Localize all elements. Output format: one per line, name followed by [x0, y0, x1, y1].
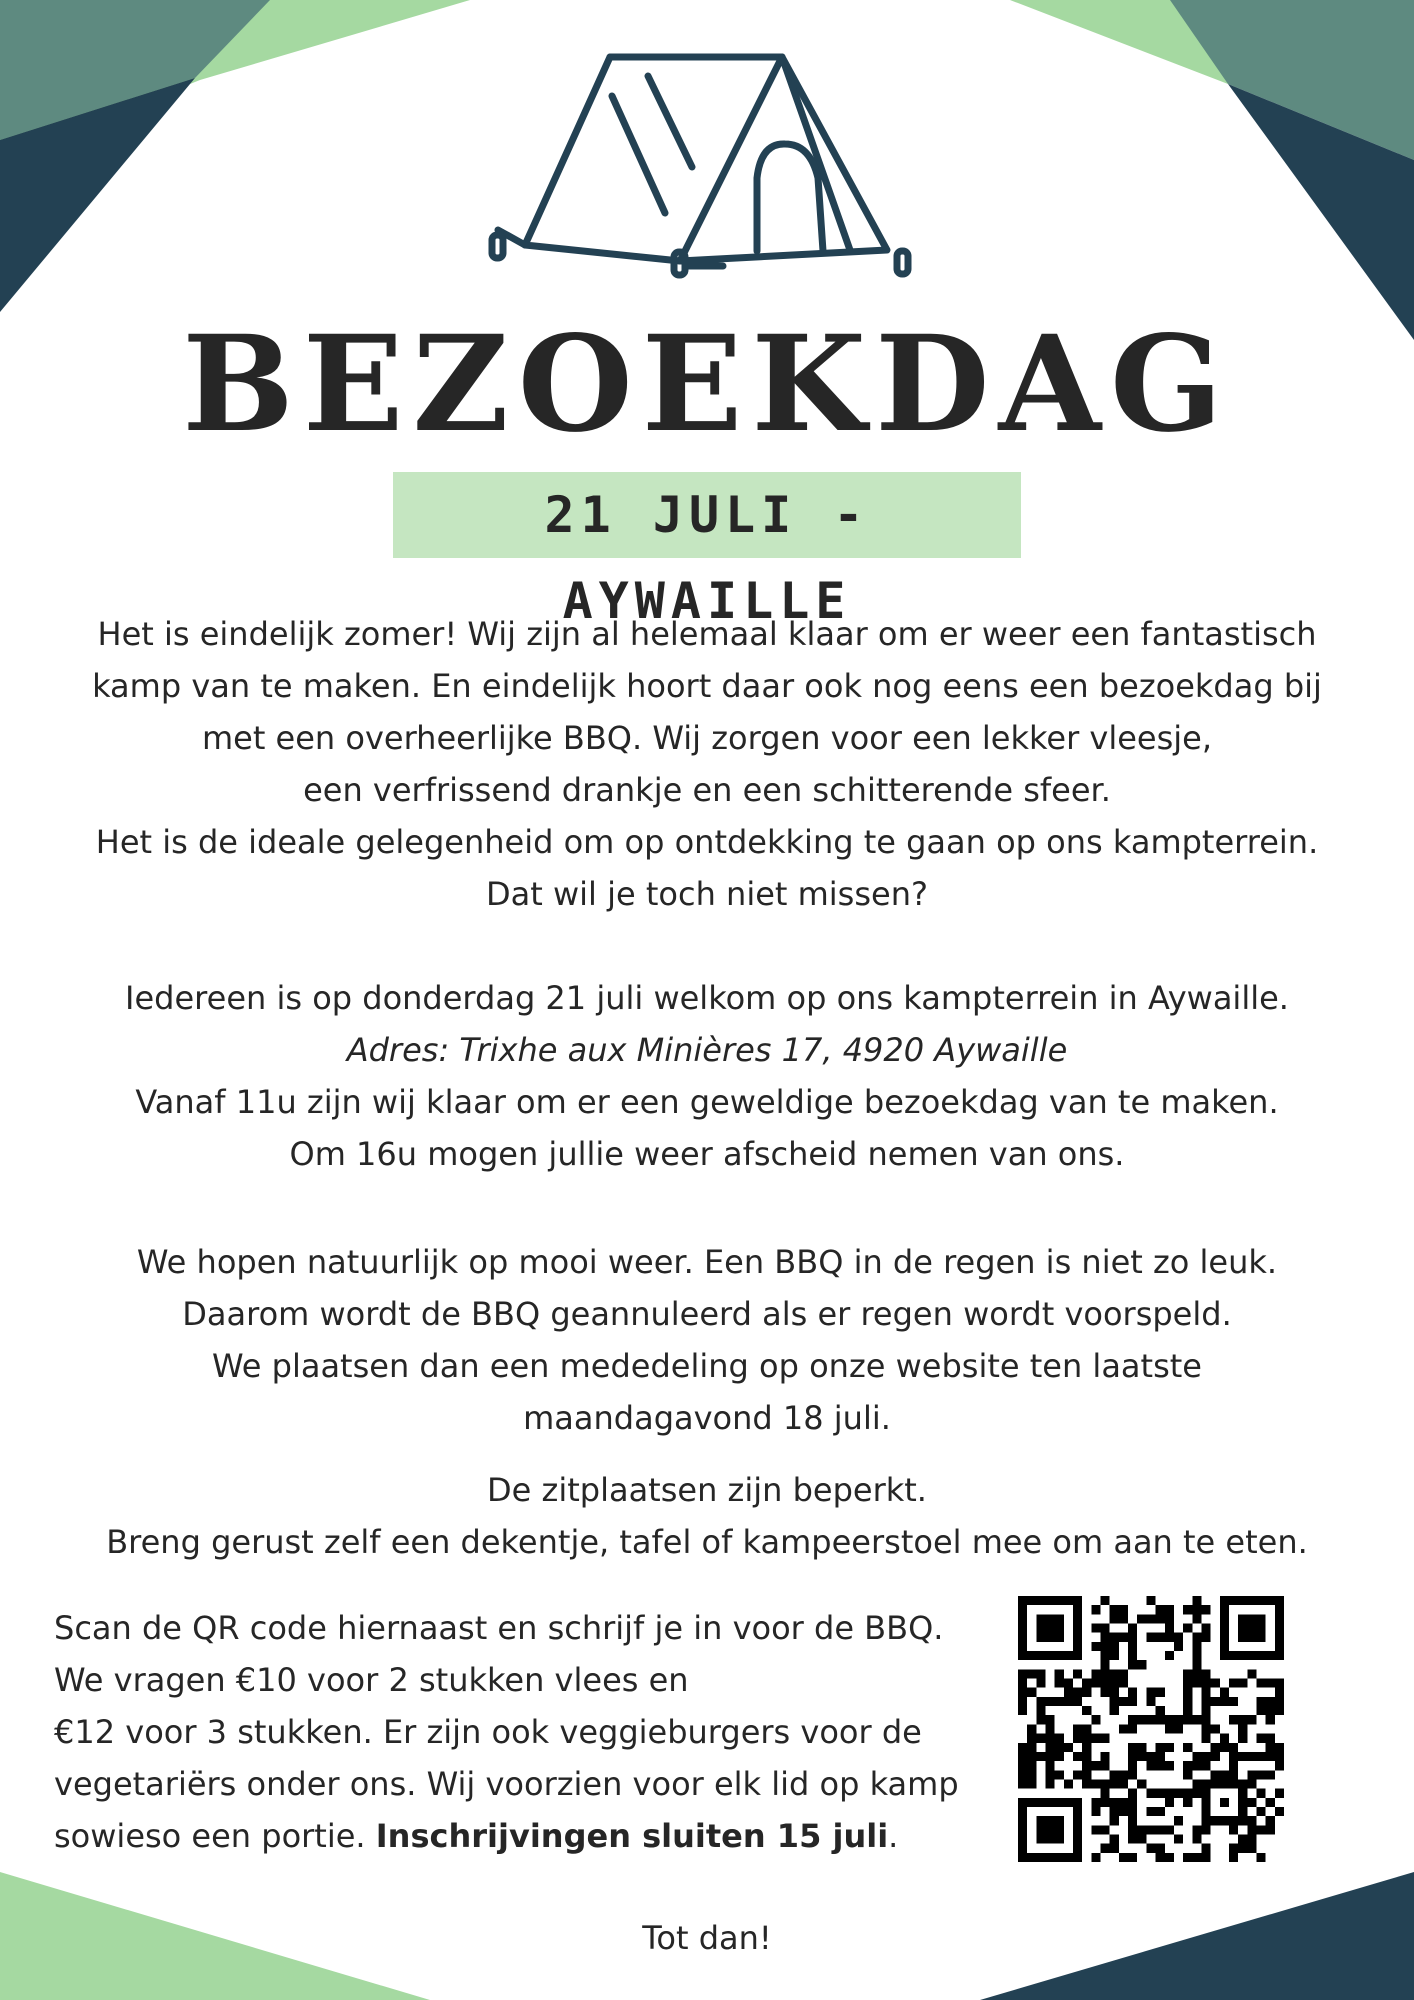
page-title: BEZOEKDAG — [182, 307, 1232, 462]
seats-paragraph — [40, 1464, 1374, 1568]
date-location-subtitle: 21 JULI - AYWAILLE — [544, 486, 870, 630]
weather-line: We hopen natuurlijk op mooi weer. Een BBQ in de regen is niet zo leuk. — [136, 1243, 1278, 1281]
weather-paragraph — [40, 1236, 1374, 1444]
intro-line: kamp van te maken. En eindelijk hoort daar ook nog eens een bezoekdag bij — [92, 667, 1322, 705]
visit-paragraph — [40, 972, 1374, 1180]
signup-deadline: Inschrijvingen sluiten 15 juli — [375, 1817, 889, 1855]
intro-line: met een overheerlijke BBQ. Wij zorgen voor een lekker vleesje, — [201, 719, 1213, 757]
seats-line: De zitplaatsen zijn beperkt. — [487, 1471, 927, 1509]
visit-line: Vanaf 11u zijn wij klaar om er een geweldige bezoekdag van te maken. — [135, 1083, 1279, 1121]
intro-line: Dat wil je toch niet missen? — [486, 875, 928, 913]
closing-text: Tot dan! — [642, 1919, 772, 1957]
weather-line: We plaatsen dan een mededeling op onze website ten laatste — [212, 1347, 1202, 1385]
address-line: Adres: Trixhe aux Minières 17, 4920 Aywaille — [346, 1031, 1068, 1069]
qr-code[interactable] — [1018, 1596, 1284, 1862]
signup-line: €12 voor 3 stukken. Er zijn ook veggieburgers voor de — [54, 1713, 922, 1751]
signup-line: Scan de QR code hiernaast en schrijf je in voor de BBQ. — [54, 1609, 944, 1647]
visit-line: Om 16u mogen jullie weer afscheid nemen van ons. — [289, 1135, 1125, 1173]
signup-line: We vragen €10 voor 2 stukken vlees en — [54, 1661, 689, 1699]
intro-paragraph — [40, 608, 1374, 920]
signup-text: sowieso een portie. — [54, 1817, 376, 1855]
seats-line: Breng gerust zelf een dekentje, tafel of kampeerstoel mee om aan te eten. — [106, 1523, 1308, 1561]
intro-line: Het is eindelijk zomer! Wij zijn al helemaal klaar om er weer een fantastisch — [97, 615, 1317, 653]
weather-line: maandagavond 18 juli. — [523, 1399, 891, 1437]
signup-line — [54, 1810, 1004, 1862]
intro-line: een verfrissend drankje en een schitterende sfeer. — [303, 771, 1111, 809]
signup-line: vegetariërs onder ons. Wij voorzien voor elk lid op kamp — [54, 1765, 959, 1803]
intro-line: Het is de ideale gelegenheid om op ontdekking te gaan op ons kampterrein. — [95, 823, 1319, 861]
signup-paragraph — [54, 1602, 1004, 1862]
weather-line: Daarom wordt de BBQ geannuleerd als er regen wordt voorspeld. — [182, 1295, 1232, 1333]
visit-line: Iedereen is op donderdag 21 juli welkom op ons kampterrein in Aywaille. — [125, 979, 1289, 1017]
signup-period: . — [888, 1817, 899, 1855]
tent-icon — [480, 40, 920, 290]
